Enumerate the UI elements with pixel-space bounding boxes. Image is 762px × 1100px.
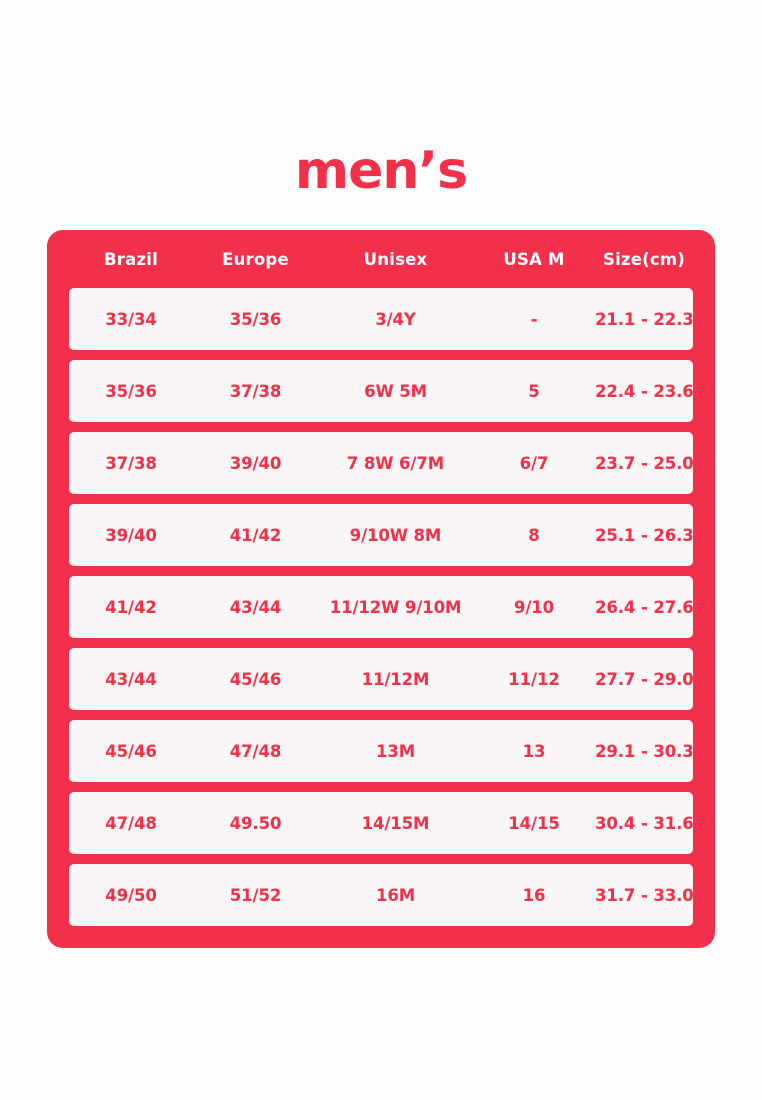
table-row [69, 792, 693, 854]
cell-europe: 47/48 [229, 741, 282, 761]
cell-brazil: 49/50 [105, 885, 157, 905]
table-row [69, 720, 693, 782]
cell-europe: 35/36 [229, 309, 282, 329]
cell-europe: 39/40 [229, 453, 282, 473]
cell-brazil: 37/38 [105, 453, 157, 473]
cell-brazil: 33/34 [105, 309, 157, 329]
cell-size-cm: 29.1 - 30.3 [595, 741, 694, 761]
table-body [47, 288, 715, 948]
cell-brazil: 39/40 [105, 525, 157, 545]
cell-unisex: 16M [375, 885, 416, 905]
cell-brazil: 35/36 [105, 381, 157, 401]
cell-unisex: 7 8W 6/7M [346, 453, 445, 473]
cell-europe: 49.50 [229, 813, 282, 833]
cell-size-cm: 27.7 - 29.0 [595, 669, 694, 689]
column-header-usa-m: USA M [503, 249, 565, 269]
cell-unisex: 11/12W 9/10M [329, 597, 462, 617]
cell-usa-m: 6/7 [519, 453, 549, 473]
cell-europe: 51/52 [229, 885, 282, 905]
size-chart-table [47, 230, 715, 948]
cell-usa-m: 13 [522, 741, 546, 761]
page-title: men’s [294, 141, 468, 201]
cell-unisex: 13M [375, 741, 416, 761]
cell-size-cm: 21.1 - 22.3 [595, 309, 694, 329]
cell-usa-m: 8 [528, 525, 540, 545]
cell-unisex: 9/10W 8M [349, 525, 442, 545]
cell-brazil: 41/42 [105, 597, 157, 617]
cell-size-cm: 31.7 - 33.0 [595, 885, 694, 905]
cell-europe: 45/46 [229, 669, 282, 689]
table-row [69, 648, 693, 710]
column-header-size-cm: Size(cm) [603, 249, 685, 269]
cell-brazil: 47/48 [105, 813, 157, 833]
table-row [69, 504, 693, 566]
cell-europe: 43/44 [229, 597, 282, 617]
table-row [69, 432, 693, 494]
cell-usa-m: 14/15 [508, 813, 560, 833]
column-header-europe: Europe [222, 249, 289, 269]
cell-size-cm: 23.7 - 25.0 [595, 453, 694, 473]
table-row [69, 864, 693, 926]
table-header-row [47, 230, 715, 288]
column-header-brazil: Brazil [104, 249, 158, 269]
cell-europe: 37/38 [229, 381, 282, 401]
cell-usa-m: - [530, 309, 538, 329]
cell-usa-m: 16 [522, 885, 546, 905]
cell-usa-m: 9/10 [513, 597, 555, 617]
cell-unisex: 3/4Y [375, 309, 416, 329]
cell-size-cm: 30.4 - 31.6 [595, 813, 694, 833]
cell-size-cm: 25.1 - 26.3 [595, 525, 694, 545]
column-header-unisex: Unisex [363, 249, 428, 269]
cell-brazil: 43/44 [105, 669, 157, 689]
cell-unisex: 6W 5M [364, 381, 427, 401]
cell-usa-m: 11/12 [508, 669, 560, 689]
cell-unisex: 11/12M [361, 669, 430, 689]
table-row [69, 360, 693, 422]
table-row [69, 288, 693, 350]
cell-usa-m: 5 [528, 381, 540, 401]
cell-unisex: 14/15M [361, 813, 430, 833]
cell-brazil: 45/46 [105, 741, 157, 761]
cell-size-cm: 22.4 - 23.6 [595, 381, 694, 401]
table-row [69, 576, 693, 638]
cell-europe: 41/42 [229, 525, 282, 545]
cell-size-cm: 26.4 - 27.6 [595, 597, 694, 617]
